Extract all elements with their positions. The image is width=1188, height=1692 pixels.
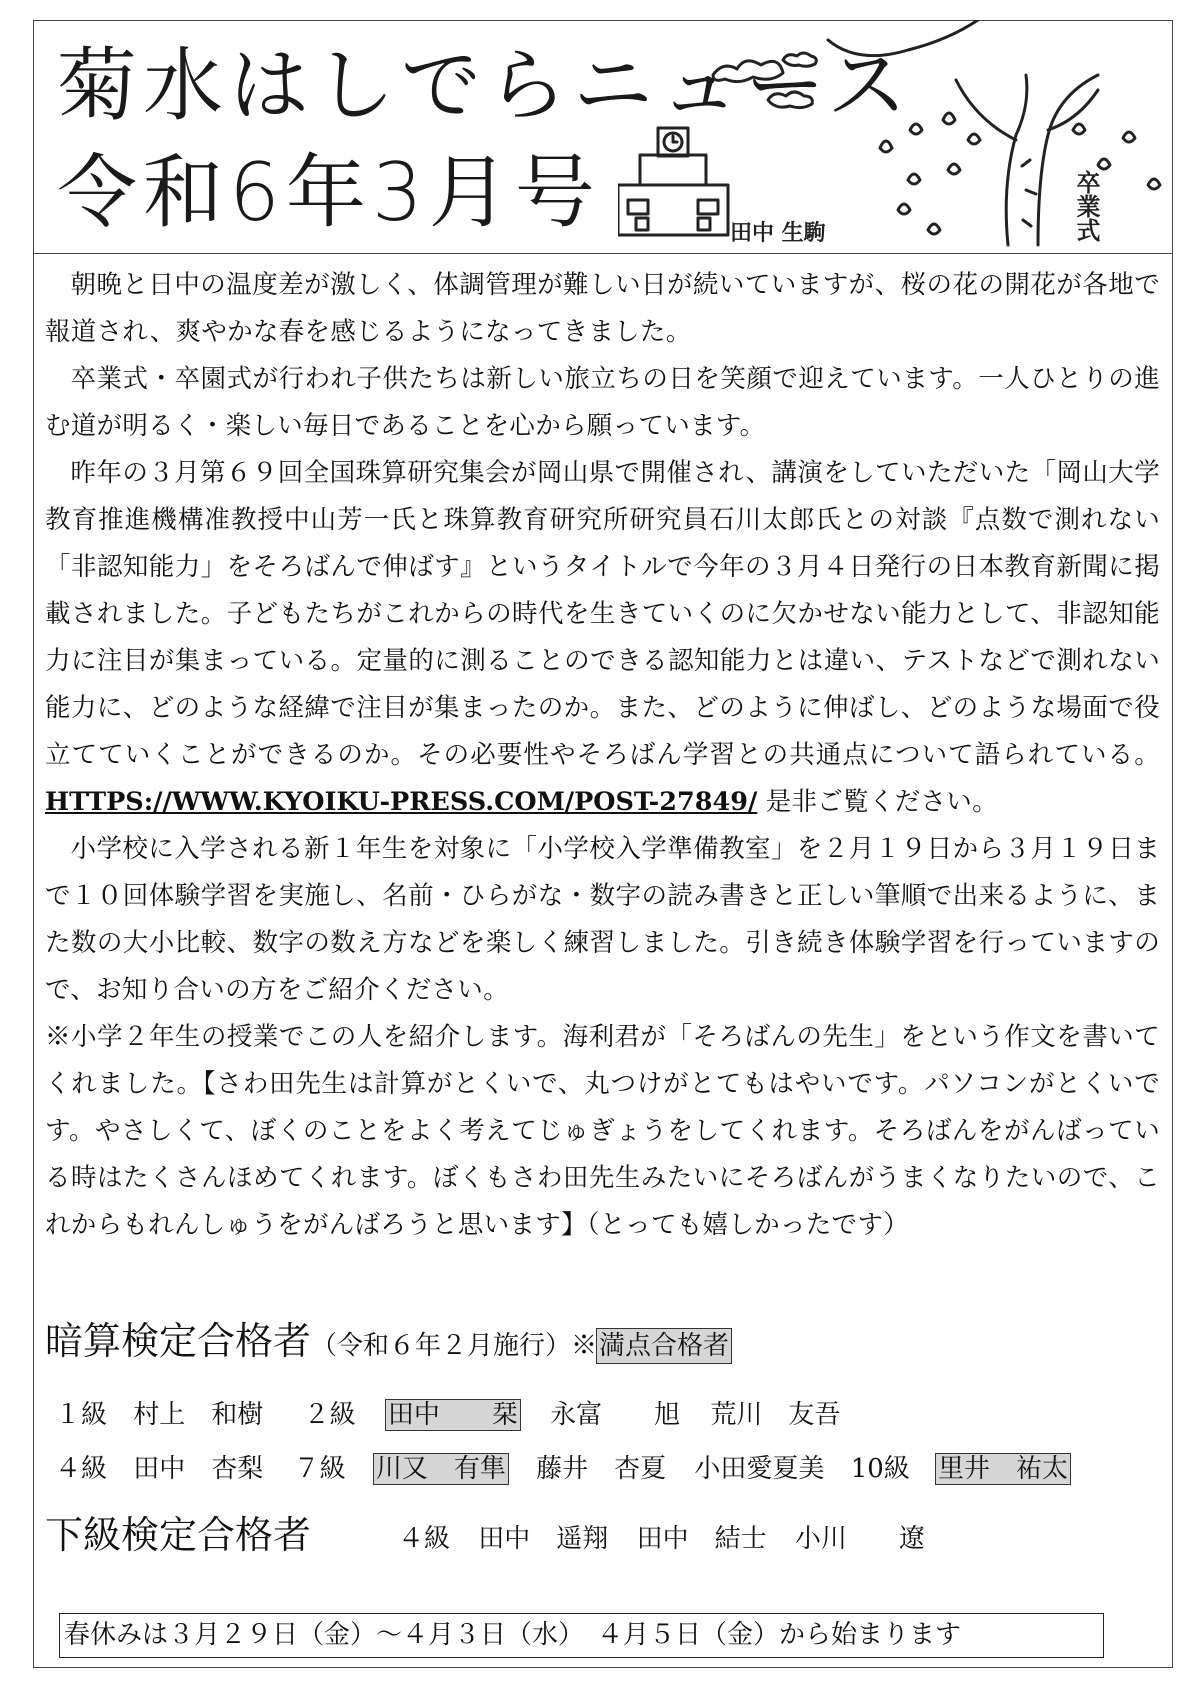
passer-name: 藤井 杏夏	[536, 1454, 667, 1484]
grade-label: 10級	[850, 1454, 910, 1484]
passer-name-perfect: 川又 有隼	[375, 1454, 506, 1484]
preparation-class-paragraph: 小学校に入学される新１年生を対象に「小学校入学準備教室」を２月１９日から３月１９日まで１０回体験学習を実施し、名前・ひらがな・数字の読み書きと正しい筆順で出来るように、また数の大小比較、数字の数え方などを楽しく練習しました。引き続き体験学習を行っていますので、お知り合いの方をご紹介ください。	[45, 834, 1160, 1005]
passer-name: 荒川 友吾	[710, 1400, 841, 1430]
article-paragraph	[45, 450, 1160, 826]
passer-name-perfect: 里井 祐太	[938, 1454, 1069, 1484]
drawing-sign	[1072, 169, 1100, 242]
anzan-heading: 暗算検定合格者	[45, 1319, 312, 1363]
drawing-caption: 田中 生駒	[730, 221, 826, 246]
newsletter-body	[45, 262, 1160, 1249]
kakyu-heading: 下級検定合格者	[45, 1513, 312, 1557]
passer-name: 永富 旭	[550, 1400, 681, 1430]
anzan-results-row-1	[55, 1400, 840, 1430]
student-essay-paragraph: ※小学２年生の授業でこの人を紹介します。海利君が「そろばんの先生」をという作文を書いてくれました。【さわ田先生は計算がとくいで、丸つけがとてもはやいです。パソコンがとくいです。やさしくて、ぼくのことをよく考えてじゅぎょうをしてくれます。そろばんをがんばっている時はたくさんほめてくれます。ぼくもさわ田先生みたいにそろばんがうまくなりたいので、これからもれんしゅうをがんばろうと思います】（とっても嬉しかったです）	[45, 1022, 1160, 1240]
greeting-paragraph: 朝晩と日中の温度差が激しく、体調管理が難しい日が続いていますが、桜の花の開花が各地で報道され、爽やかな春を感じるようになってきました。	[45, 270, 1160, 347]
passer-name: 小川 遼	[794, 1524, 925, 1554]
grade-label: ７級	[293, 1454, 346, 1484]
anzan-subheading: （令和６年２月施行）※	[311, 1331, 598, 1361]
newsletter-title: 菊水はしでらニュース	[57, 39, 913, 132]
kakyu-section-heading	[45, 1513, 312, 1557]
passer-name: 田中 杏梨	[133, 1454, 264, 1484]
graduation-drawing	[618, 20, 1173, 254]
grade-label: ２級	[303, 1400, 356, 1430]
passer-name: 田中 遥翔	[478, 1524, 609, 1554]
kakyu-results-row	[398, 1526, 925, 1552]
passer-name-perfect: 田中 栞	[387, 1400, 518, 1430]
graduation-paragraph: 卒業式・卒園式が行われ子供たちは新しい旅立ちの日を笑顔で迎えています。一人ひとりの進む道が明るく・楽しい毎日であることを心から願っています。	[45, 364, 1160, 441]
grade-label: １級	[55, 1400, 108, 1430]
anzan-results-row-2	[55, 1454, 1070, 1484]
article-text-end: 是非ご覧ください。	[757, 787, 998, 817]
grade-label: ４級	[55, 1454, 108, 1484]
anzan-section-heading	[45, 1319, 731, 1363]
cloud-icon	[713, 61, 783, 82]
passer-name: 小田愛夏美	[694, 1454, 825, 1484]
petal-icon	[880, 113, 1160, 234]
article-text: 昨年の３月第６９回全国珠算研究集会が岡山県で開催され、講演をしていただいた「岡山大学教育推進機構准教授中山芳一氏と珠算教育研究所研究員石川太郎氏との対談『点数で測れない「非認知能力」をそろばんで伸ばす』というタイトルで今年の３月４日発行の日本教育新聞に掲載されました。子どもたちがこれからの時代を生きていくのに欠かせない能力として、非認知能力に注目が集まっている。定量的に測ることのできる認知能力とは違い、テストなどで測れない能力に、どのような経緯で注目が集まったのか。また、どのように伸ばし、どのような場面で役立てていくことができるのか。その必要性やそろばん学習との共通点について語られている。	[45, 458, 1160, 770]
svg-text:卒業式: 卒業式	[1072, 170, 1100, 242]
issue-date: 令和6年3月号	[57, 146, 601, 239]
cloud-icon	[783, 53, 816, 66]
perfect-score-label: 満点合格者	[599, 1331, 730, 1361]
passer-name: 村上 和樹	[133, 1400, 264, 1430]
grade-label: ４級	[398, 1524, 451, 1554]
school-building-icon	[618, 128, 728, 235]
article-link[interactable]: HTTPS://WWW.KYOIKU-PRESS.COM/POST-27849/	[45, 787, 758, 817]
passer-name: 田中 結士	[636, 1524, 767, 1554]
cloud-icon	[768, 92, 812, 108]
newsletter-header	[33, 20, 1173, 254]
cloud-icon	[828, 20, 978, 56]
spring-break-notice: 春休みは３月２９日（金）～４月３日（水） ４月５日（金）から始まります	[59, 1613, 1104, 1658]
